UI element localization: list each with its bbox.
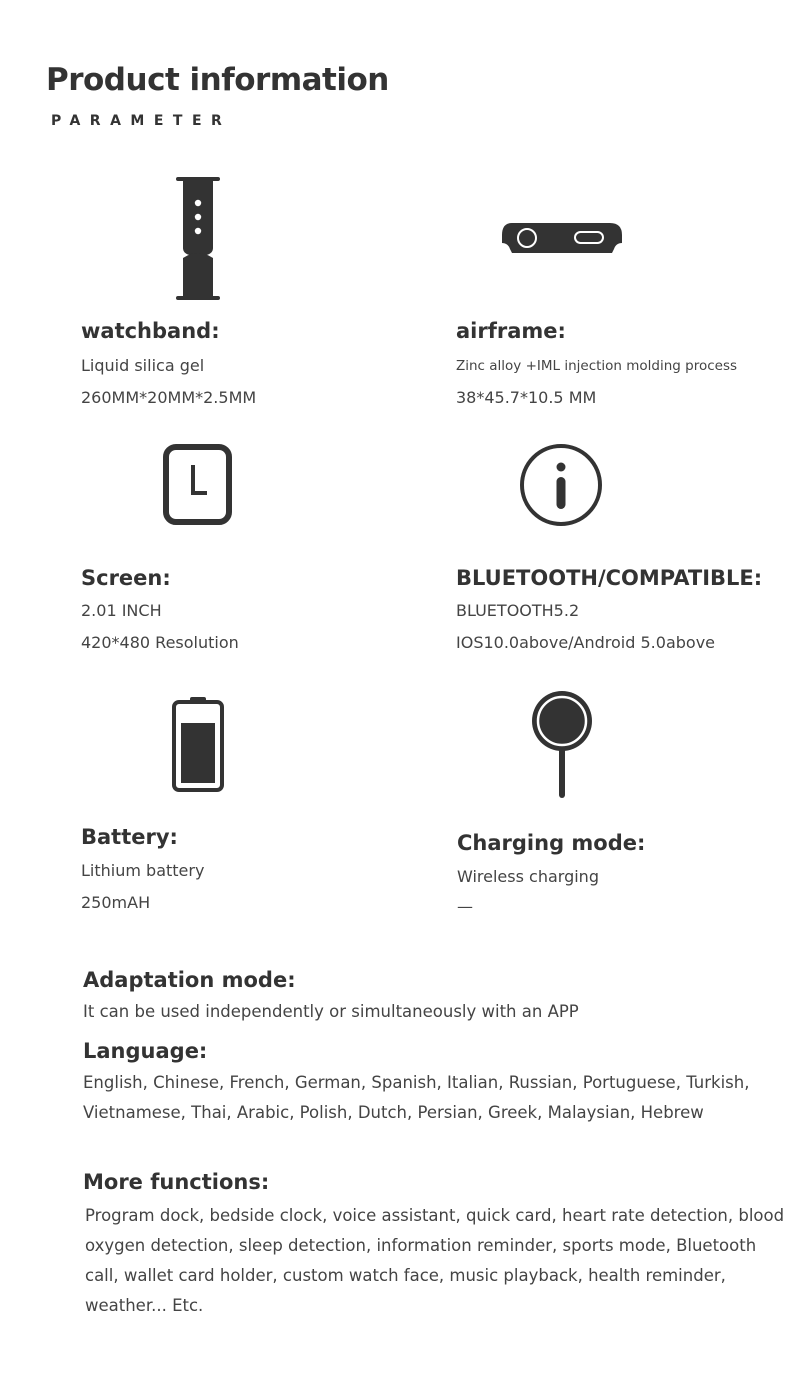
watchband-icon xyxy=(174,176,224,302)
section-heading-language: Language: xyxy=(83,1039,208,1063)
info-icon xyxy=(519,443,604,528)
spec-line: 260MM*20MM*2.5MM xyxy=(81,388,257,407)
charger-icon xyxy=(529,688,595,800)
section-text-language: English, Chinese, French, German, Spanish, Italian, Russian, Portuguese, Turkish, Vietnamese, Thai, Arabic, Polish, Dutch, Persian, Greek, Malaysian, Hebrew xyxy=(83,1073,750,1122)
spec-heading: BLUETOOTH/COMPATIBLE: xyxy=(456,566,763,590)
page-title: Product information xyxy=(46,62,389,98)
spec-heading: Battery: xyxy=(81,825,178,849)
section-text-functions: Program dock, bedside clock, voice assistant, quick card, heart rate detection, blood oxygen detection, sleep detection, information reminder, sports mode, Bluetooth call, wallet card holder, custom watch face, music playback, health reminder, weather... Etc. xyxy=(85,1206,785,1315)
section-heading-functions: More functions: xyxy=(83,1170,270,1194)
spec-line: BLUETOOTH5.2 xyxy=(456,601,580,620)
spec-heading: Screen: xyxy=(81,566,171,590)
spec-line: — xyxy=(457,897,473,916)
spec-heading: Charging mode: xyxy=(457,831,646,855)
spec-line: 250mAH xyxy=(81,893,151,912)
screen-icon xyxy=(162,443,234,527)
spec-line: Liquid silica gel xyxy=(81,356,205,375)
spec-heading: airframe: xyxy=(456,319,566,343)
spec-line: Zinc alloy +IML injection molding process xyxy=(456,358,738,374)
spec-heading: watchband: xyxy=(81,319,220,343)
spec-line: 2.01 INCH xyxy=(81,601,162,620)
airframe-icon xyxy=(500,221,624,257)
spec-line: Wireless charging xyxy=(457,867,599,886)
spec-line: Lithium battery xyxy=(81,861,205,880)
battery-icon xyxy=(170,695,226,793)
section-heading-adaptation: Adaptation mode: xyxy=(83,968,296,992)
spec-line: 420*480 Resolution xyxy=(81,633,239,652)
section-text-adaptation: It can be used independently or simultaneously with an APP xyxy=(83,1002,579,1021)
page-subtitle: PARAMETER xyxy=(51,113,232,129)
spec-line: 38*45.7*10.5 MM xyxy=(456,388,597,407)
spec-line: IOS10.0above/Android 5.0above xyxy=(456,633,715,652)
